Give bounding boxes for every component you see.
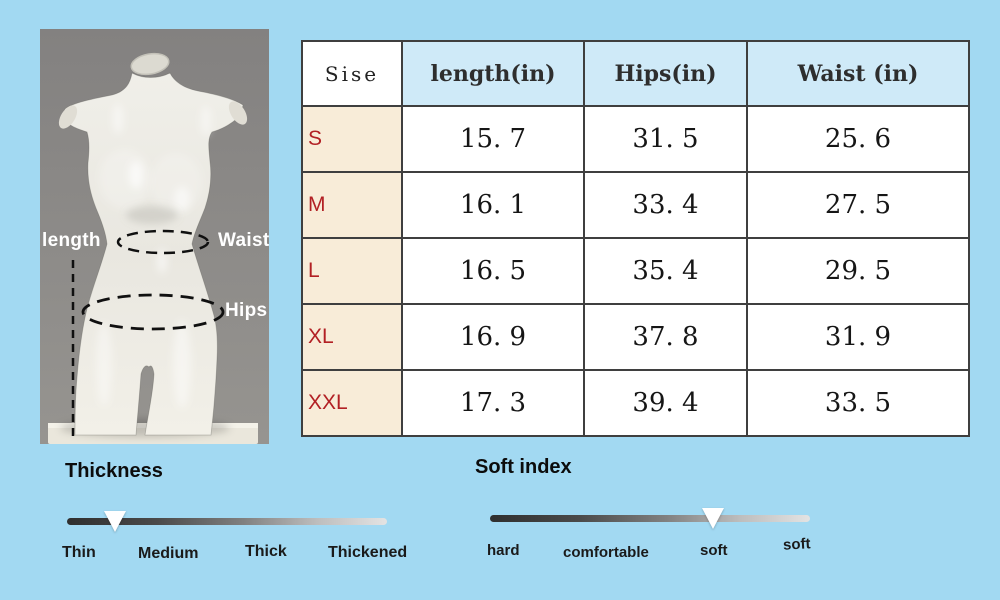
waist-value: 29. 5 <box>747 238 969 304</box>
thickness-scale-label-thick: Thick <box>245 543 287 560</box>
thickness-scale-label-medium: Medium <box>138 545 199 562</box>
hips-label: Hips <box>225 300 268 321</box>
length-value: 15. 7 <box>402 106 584 172</box>
waist-value: 31. 9 <box>747 304 969 370</box>
gleam <box>201 106 211 136</box>
size-cell: XXL <box>302 370 402 436</box>
waist-header: Waist (in) <box>747 41 969 106</box>
hips-value: 33. 4 <box>584 172 747 238</box>
thickness-scale-label-thickened: Thickened <box>328 544 408 561</box>
soft-scale-label-soft-2: soft <box>782 535 811 554</box>
thickness-marker-icon <box>104 511 126 532</box>
size-cell: S <box>302 106 402 172</box>
length-header: length(in) <box>402 41 584 106</box>
waist-value: 27. 5 <box>747 172 969 238</box>
waist-value: 25. 6 <box>747 106 969 172</box>
table-row <box>302 172 969 238</box>
length-value: 16. 9 <box>402 304 584 370</box>
hips-value: 37. 8 <box>584 304 747 370</box>
mannequin-photo <box>40 29 269 444</box>
table-row <box>302 370 969 436</box>
hips-value: 39. 4 <box>584 370 747 436</box>
size-table <box>301 40 970 437</box>
bust-highlight-left <box>99 149 151 209</box>
thickness-bar <box>67 518 387 525</box>
length-value: 16. 5 <box>402 238 584 304</box>
size-cell: XL <box>302 304 402 370</box>
soft-scale-label-comfortable: comfortable <box>563 544 649 561</box>
length-value: 17. 3 <box>402 370 584 436</box>
gleam <box>174 187 190 211</box>
length-value: 16. 1 <box>402 172 584 238</box>
table-row <box>302 238 969 304</box>
size-header: Sise <box>302 41 402 106</box>
soft-scale-label-hard: hard <box>487 542 520 559</box>
waist-label: Waist <box>218 230 269 251</box>
waist-value: 33. 5 <box>747 370 969 436</box>
hips-value: 35. 4 <box>584 238 747 304</box>
gleam <box>113 104 123 134</box>
gleam <box>129 161 143 189</box>
soft-index-title: Soft index <box>475 456 572 478</box>
thickness-title: Thickness <box>65 460 163 482</box>
underbust-shade <box>126 206 178 224</box>
header-row <box>302 41 969 106</box>
table-row <box>302 304 969 370</box>
thickness-scale-label-thin: Thin <box>62 544 96 561</box>
soft-index-marker-icon <box>702 508 724 529</box>
gleam <box>173 320 191 408</box>
length-label: length <box>42 230 101 251</box>
table-row <box>302 106 969 172</box>
soft-index-bar <box>490 515 810 522</box>
soft-scale-label-soft: soft <box>700 542 728 559</box>
size-cell: M <box>302 172 402 238</box>
gleam <box>96 322 112 406</box>
hips-header: Hips(in) <box>584 41 747 106</box>
size-cell: L <box>302 238 402 304</box>
hips-value: 31. 5 <box>584 106 747 172</box>
